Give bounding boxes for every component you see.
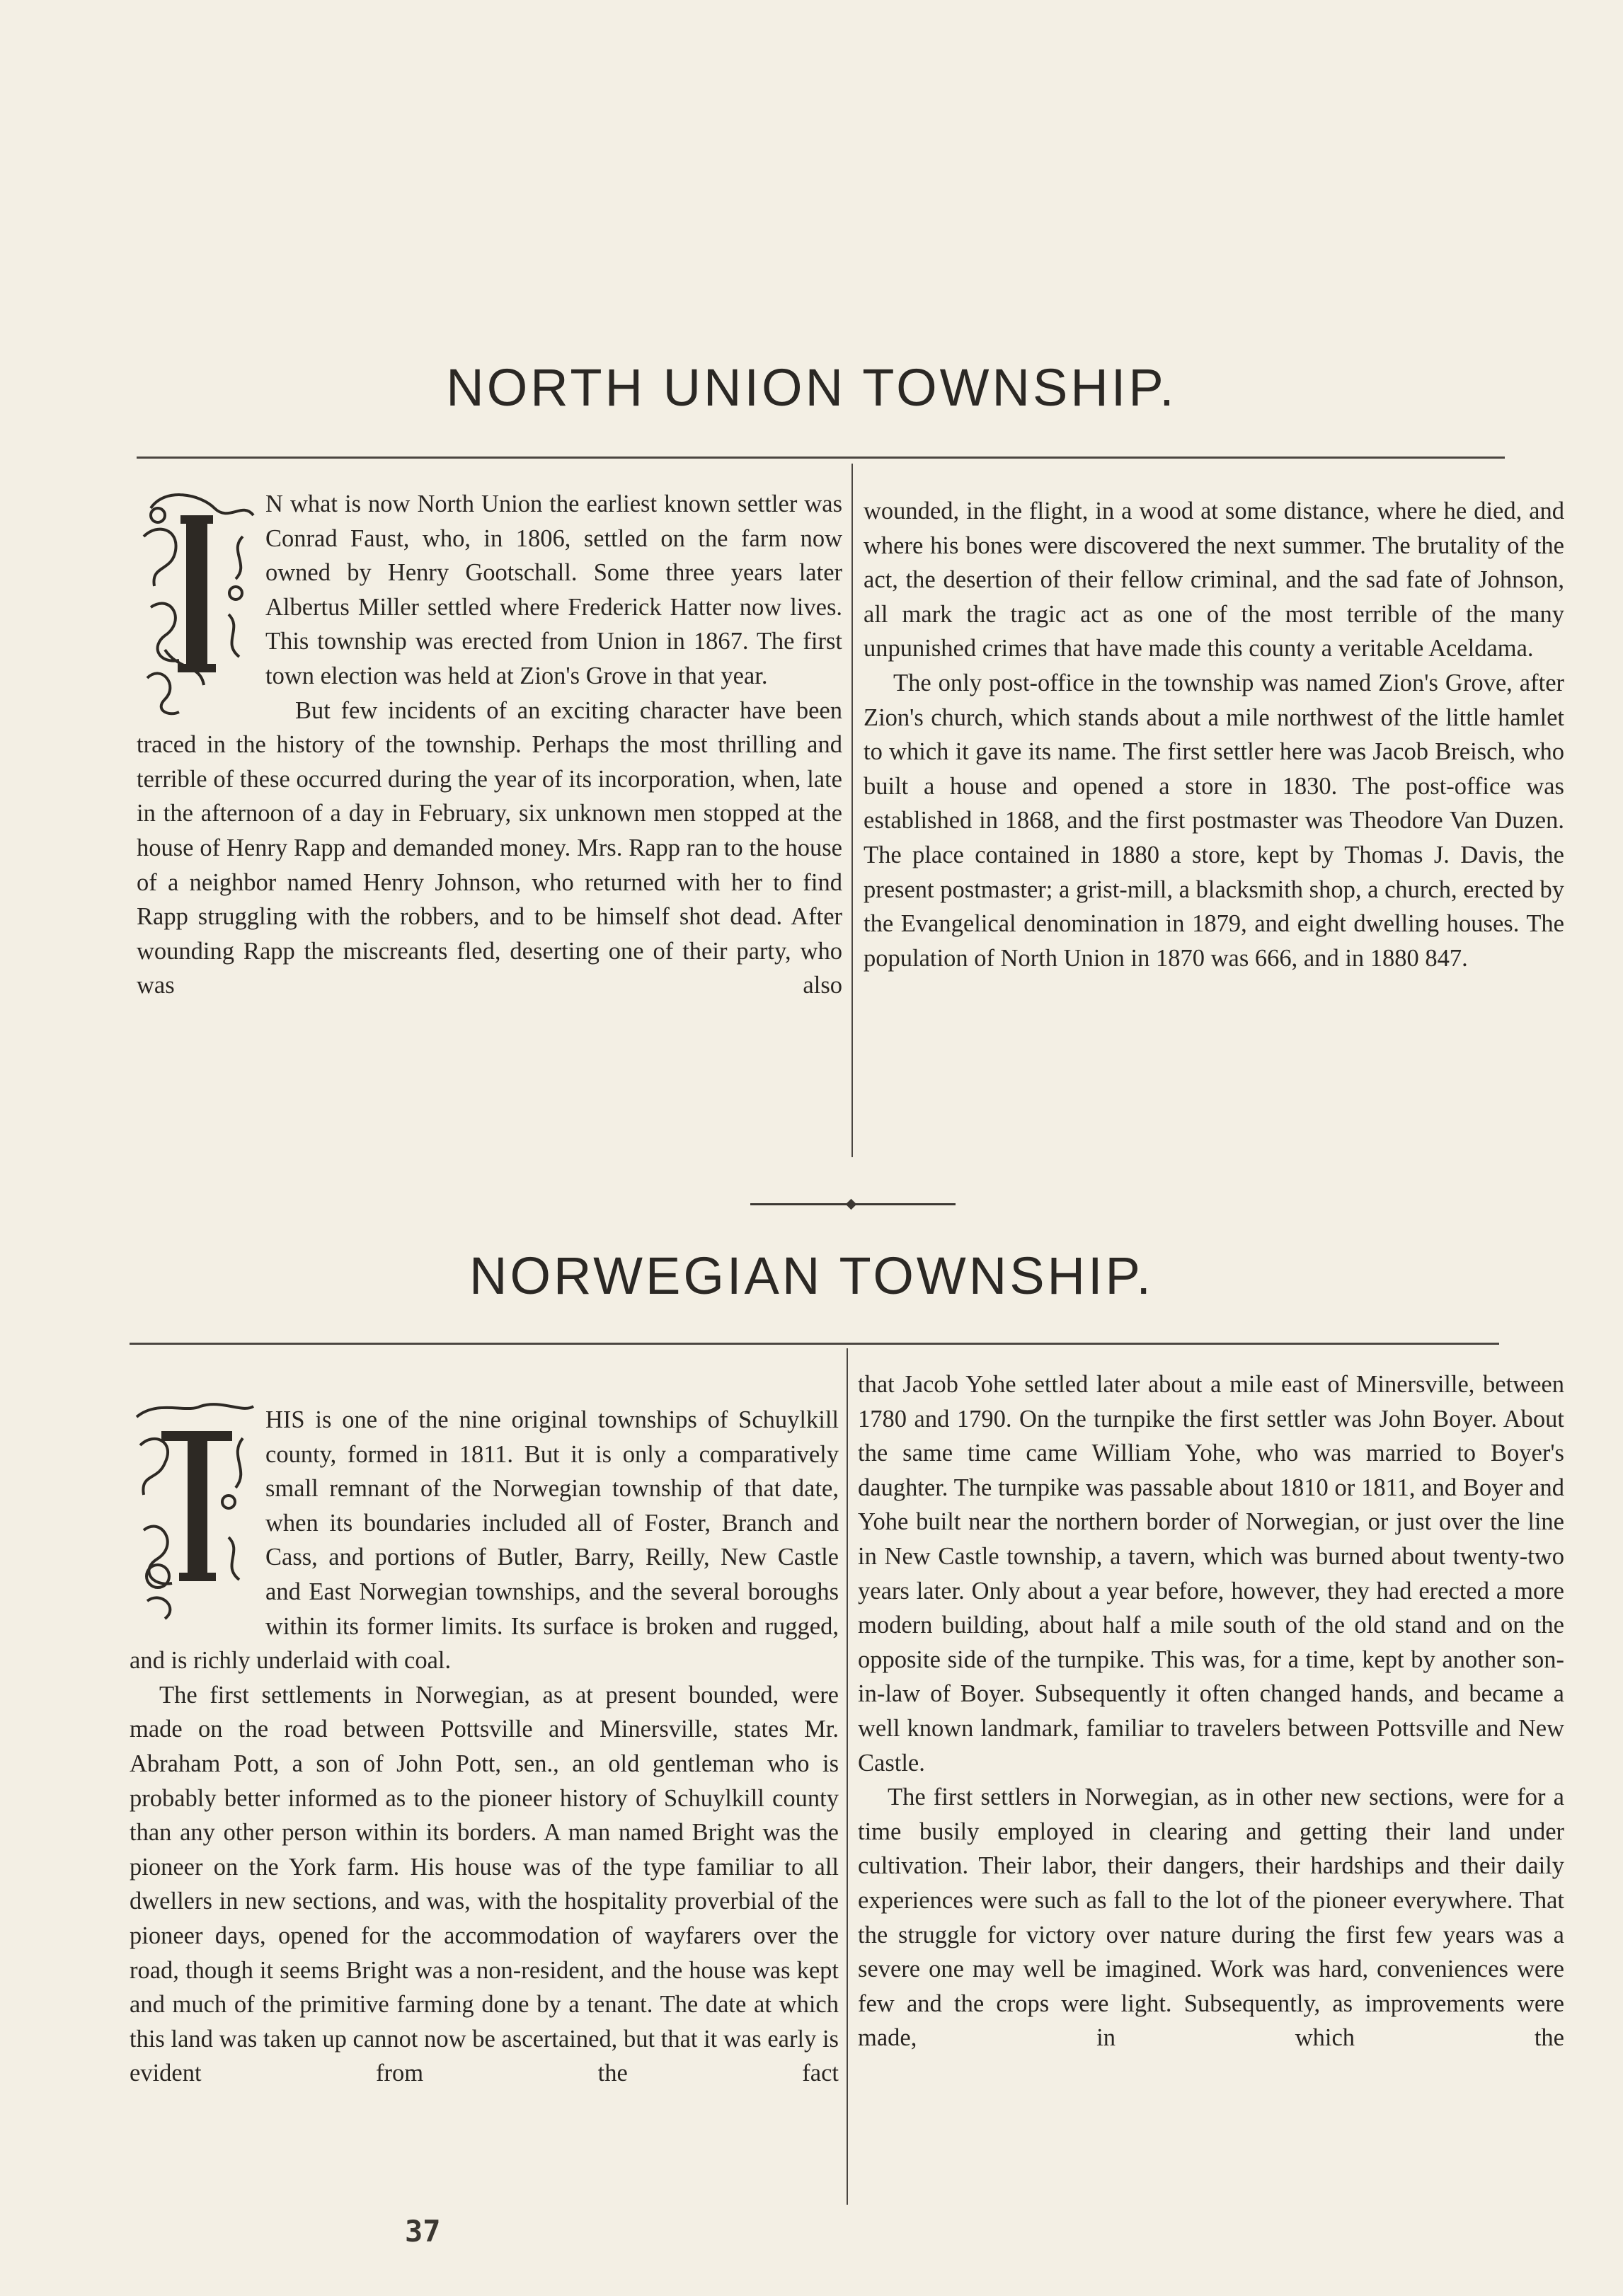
section1-left-column	[137, 487, 842, 1003]
section-title-north-union: NORTH UNION TOWNSHIP.	[446, 358, 1177, 417]
column-divider-1	[851, 464, 853, 1157]
section-title-norwegian: NORWEGIAN TOWNSHIP.	[469, 1246, 1154, 1305]
ornate-dropcap-t-icon	[130, 1403, 256, 1626]
section2-left-column	[130, 1403, 839, 2091]
section-divider-ornament	[750, 1200, 956, 1209]
svg-text:I: I	[195, 621, 197, 622]
column-divider-2	[847, 1348, 848, 2205]
paragraph: wounded, in the flight, in a wood at some distance, where he died, and where his bones were discovered the next summer. The brutality of the act, the desertion of their fellow criminal, and the sad fate of Johnson, all mark the tragic act as one of the most terrible of the many unpunished crimes that have made this county a veritable Aceldama.	[864, 498, 1564, 662]
paragraph: HIS is one of the nine original townships of Schuylkill county, formed in 1811. But it is only a comparatively small remnant of the Norwegian township of that date, when its boundaries included all of Foster, Branch and Cass, and portions of Butler, Barry, Reilly, New Castle and East Norwegian townships, and the several boroughs within its former limits. Its surface is broken and rugged, and is richly underlaid with coal.	[130, 1406, 839, 1675]
paragraph: that Jacob Yohe settled later about a mile east of Minersville, between 1780 and 1790. On the turnpike the first settler was John Boyer. About the same time came William Yohe, who was married to Boyer's daughter. The turnpike was passable about 1810 or 1811, and Boyer and Yohe built near the northern border of Norwegian, or just over the line in New Castle township, a tavern, which was burned about twenty-two years later. Only about a year before, however, they had erected a more modern building, about half a mile south of the old stand and on the opposite side of the turnpike. This was, for a time, kept by another son-in-law of Boyer. Subsequently it often changed hands, and became a well known landmark, familiar to travelers between Pottsville and New Castle.	[858, 1371, 1564, 1776]
page-number: 37	[405, 2214, 441, 2249]
paragraph: The first settlers in Norwegian, as in other new sections, were for a time busily employed in clearing and getting their land under cultivation. Their labor, their dangers, their hardships and their daily experiences were such as fall to the lot of the pioneer everywhere. That the struggle for victory over nature during the first few years was a severe one may well be imagined. Work was hard, conveniences were few and the crops were light. Subsequently, as improvements were made, in which the	[858, 1784, 1564, 2052]
title-rule-1	[137, 457, 1505, 459]
paragraph: But few incidents of an exciting character have been traced in the history of the township. Perhaps the most thrilling and terrible of these occurred during the year of its incorporation, when, late in the afternoon of a day in February, six unknown men stopped at the house of Henry Rapp and demanded money. Mrs. Rapp ran to the house of a neighbor named Henry Johnson, who returned with her to find Rapp struggling with the robbers, and to be himself shot dead. After wounding Rapp the miscreants fled, deserting one of their party, who was also	[137, 696, 842, 999]
section1-right-column	[864, 494, 1564, 975]
title-rule-2	[130, 1343, 1499, 1345]
section2-right-column	[858, 1367, 1564, 2055]
svg-text:T: T	[196, 1537, 197, 1538]
paragraph: N what is now North Union the earliest known settler was Conrad Faust, who, in 1806, settled on the farm now owned by Henry Gootschall. Some three years later Albertus Miller settled where Frederick Hatter now lives. This township was erected from Union in 1867. The first town election was held at Zion's Grove in that year.	[265, 490, 842, 689]
ornate-dropcap-i-icon	[137, 487, 256, 721]
paragraph: The first settlements in Norwegian, as at present bounded, were made on the road between Pottsville and Minersville, states Mr. Abraham Pott, a son of John Pott, sen., an old gentleman who is probably better informed as to the pioneer history of Schuylkill county than any other person within its borders. A man named Bright was the pioneer on the York farm. His house was of the type familiar to all dwellers in new sections, and was, with the hospitality proverbial of the pioneer days, opened for the accommodation of wayfarers over the road, though it seems Bright was a non-resident, and the house was kept and much of the primitive farming done by a tenant. The date at which this land was taken up cannot now be ascertained, but that it was early is evident from the fact	[130, 1681, 839, 2087]
paragraph: The only post-office in the township was named Zion's Grove, after Zion's church, which stands about a mile northwest of the little hamlet to which it gave its name. The first settler here was Jacob Breisch, who built a house and opened a store in 1830. The post-office was established in 1868, and the first postmaster was Theodore Van Duzen. The place contained in 1880 a store, kept by Thomas J. Davis, the present postmaster; a grist-mill, a blacksmith shop, a church, erected by the Evangelical denomination in 1879, and eight dwelling houses. The population of North Union in 1870 was 666, and in 1880 847.	[864, 669, 1564, 972]
